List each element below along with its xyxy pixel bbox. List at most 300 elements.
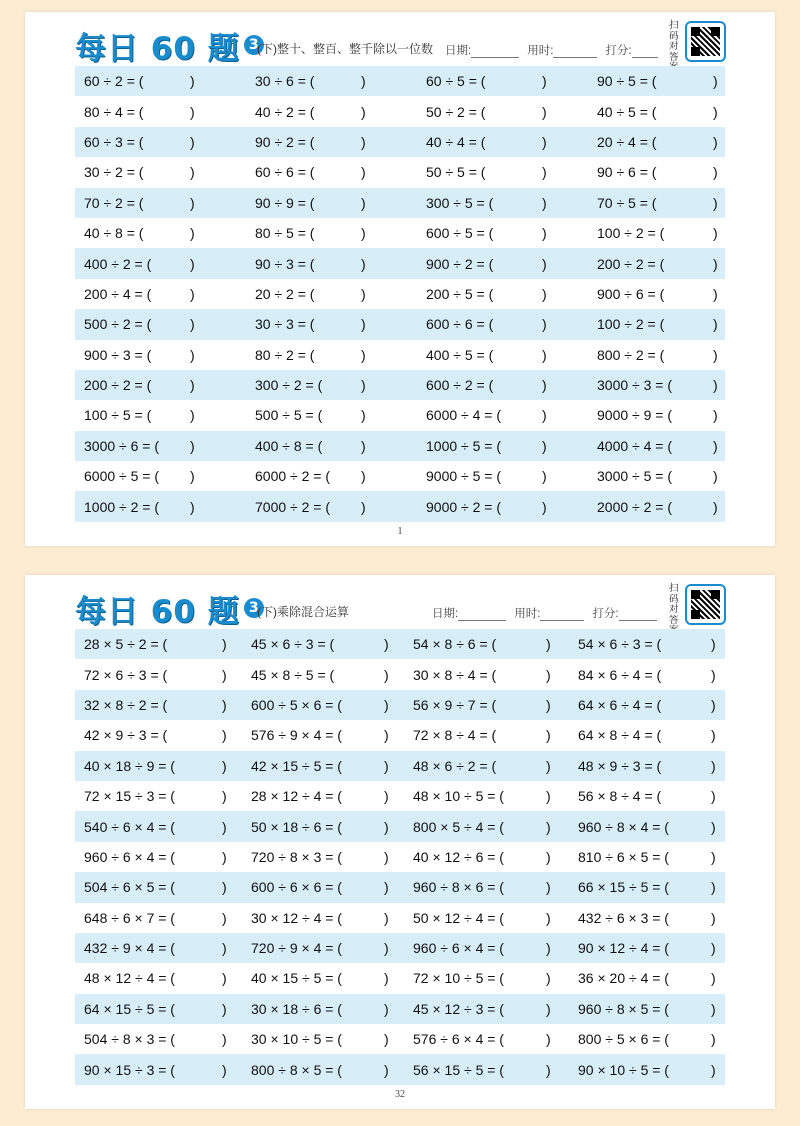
problem-cell[interactable] (242, 659, 404, 689)
problem-cell[interactable] (75, 340, 246, 370)
problem-cell[interactable] (417, 431, 588, 461)
problem-cell[interactable] (75, 751, 242, 781)
problem-expression: 48 × 12 ÷ 4 = ( (84, 970, 175, 987)
problem-cell[interactable] (242, 963, 404, 993)
problem-row (75, 400, 725, 430)
problem-cell[interactable] (75, 994, 242, 1024)
answer-close-paren: ) (711, 666, 716, 683)
answer-close-paren: ) (542, 498, 547, 515)
answer-close-paren: ) (542, 225, 547, 242)
problem-row (75, 279, 725, 309)
answer-close-paren: ) (384, 1031, 389, 1048)
problem-cell[interactable] (404, 720, 569, 750)
problem-cell[interactable] (588, 66, 725, 96)
problem-expression: 28 × 5 ÷ 2 = ( (84, 636, 168, 653)
answer-close-paren: ) (546, 1031, 551, 1048)
problem-cell[interactable] (246, 279, 417, 309)
problem-expression: 80 ÷ 4 = ( (84, 103, 144, 120)
problem-cell[interactable] (569, 690, 725, 720)
problem-cell[interactable] (246, 461, 417, 491)
problem-expression: 30 × 8 ÷ 4 = ( (413, 666, 497, 683)
problem-cell[interactable] (242, 1024, 404, 1054)
problem-expression: 7000 ÷ 2 = ( (255, 498, 331, 515)
problem-expression: 400 ÷ 2 = ( (84, 255, 152, 272)
problem-cell[interactable] (588, 188, 725, 218)
problem-expression: 28 × 12 ÷ 4 = ( (251, 788, 342, 805)
problem-cell[interactable] (75, 491, 246, 521)
problem-cell[interactable] (404, 963, 569, 993)
problem-expression: 64 × 8 ÷ 4 = ( (578, 727, 662, 744)
problem-cell[interactable] (417, 66, 588, 96)
answer-close-paren: ) (222, 636, 227, 653)
problem-cell[interactable] (569, 842, 725, 872)
problem-cell[interactable] (246, 127, 417, 157)
answer-close-paren: ) (222, 848, 227, 865)
worksheet-subtitle: (下)整十、整百、整千除以一位数 (257, 42, 433, 56)
problem-cell[interactable] (75, 933, 242, 963)
time-blank[interactable] (540, 608, 584, 621)
problem-cell[interactable] (417, 400, 588, 430)
problem-expression: 432 ÷ 6 × 3 = ( (578, 909, 669, 926)
problem-expression: 400 ÷ 8 = ( (255, 437, 323, 454)
problem-expression: 3000 ÷ 6 = ( (84, 437, 160, 454)
problem-cell[interactable] (417, 279, 588, 309)
problem-expression: 72 × 6 ÷ 3 = ( (84, 666, 168, 683)
problem-cell[interactable] (588, 340, 725, 370)
problem-expression: 6000 ÷ 5 = ( (84, 468, 160, 485)
problem-expression: 200 ÷ 5 = ( (426, 285, 494, 302)
problem-expression: 6000 ÷ 4 = ( (426, 407, 502, 424)
problem-cell[interactable] (75, 1024, 242, 1054)
problem-cell[interactable] (404, 811, 569, 841)
answer-close-paren: ) (361, 285, 366, 302)
problem-expression: 50 × 18 ÷ 6 = ( (251, 818, 342, 835)
problem-row (75, 431, 725, 461)
answer-close-paren: ) (222, 1000, 227, 1017)
answer-close-paren: ) (542, 164, 547, 181)
answer-close-paren: ) (713, 285, 718, 302)
problem-expression: 540 ÷ 6 × 4 = ( (84, 818, 175, 835)
problem-expression: 45 × 8 ÷ 5 = ( (251, 666, 335, 683)
problem-expression: 84 × 6 ÷ 4 = ( (578, 666, 662, 683)
problem-cell[interactable] (404, 751, 569, 781)
answer-close-paren: ) (713, 437, 718, 454)
problem-expression: 30 ÷ 3 = ( (255, 316, 315, 333)
answer-close-paren: ) (384, 757, 389, 774)
problem-cell[interactable] (75, 400, 246, 430)
answer-close-paren: ) (384, 879, 389, 896)
problem-row (75, 690, 725, 720)
answer-close-paren: ) (222, 1061, 227, 1078)
problem-expression: 40 × 12 ÷ 6 = ( (413, 848, 504, 865)
qr-label: 扫码对答 (669, 20, 679, 63)
problem-expression: 3000 ÷ 5 = ( (597, 468, 673, 485)
problem-cell[interactable] (569, 872, 725, 902)
answer-close-paren: ) (542, 255, 547, 272)
problem-row (75, 994, 725, 1024)
answer-close-paren: ) (546, 818, 551, 835)
problem-cell[interactable] (246, 491, 417, 521)
problem-cell[interactable] (417, 127, 588, 157)
problem-cell[interactable] (417, 309, 588, 339)
problem-expression: 648 ÷ 6 × 7 = ( (84, 909, 175, 926)
problem-cell[interactable] (569, 659, 725, 689)
problem-expression: 50 × 12 ÷ 4 = ( (413, 909, 504, 926)
answer-close-paren: ) (711, 909, 716, 926)
problem-cell[interactable] (404, 933, 569, 963)
problem-cell[interactable] (242, 811, 404, 841)
problem-expression: 80 ÷ 2 = ( (255, 346, 315, 363)
problem-expression: 200 ÷ 2 = ( (84, 377, 152, 394)
answer-close-paren: ) (711, 696, 716, 713)
problem-cell[interactable] (75, 431, 246, 461)
answer-close-paren: ) (222, 970, 227, 987)
answer-close-paren: ) (361, 346, 366, 363)
answer-close-paren: ) (713, 498, 718, 515)
problem-expression: 45 × 6 ÷ 3 = ( (251, 636, 335, 653)
problem-cell[interactable] (75, 690, 242, 720)
problem-expression: 60 ÷ 2 = ( (84, 73, 144, 90)
answer-close-paren: ) (222, 696, 227, 713)
problem-cell[interactable] (242, 720, 404, 750)
problem-cell[interactable] (246, 188, 417, 218)
problem-cell[interactable] (404, 1024, 569, 1054)
answer-close-paren: ) (542, 103, 547, 120)
answer-close-paren: ) (542, 316, 547, 333)
problem-cell[interactable] (246, 157, 417, 187)
problem-expression: 400 ÷ 5 = ( (426, 346, 494, 363)
problem-row (75, 248, 725, 278)
answer-close-paren: ) (713, 133, 718, 150)
problem-cell[interactable] (588, 400, 725, 430)
problem-expression: 600 ÷ 2 = ( (426, 377, 494, 394)
problem-expression: 1000 ÷ 5 = ( (426, 437, 502, 454)
problem-cell[interactable] (588, 461, 725, 491)
problem-expression: 60 ÷ 5 = ( (426, 73, 486, 90)
problem-expression: 56 × 15 ÷ 5 = ( (413, 1061, 504, 1078)
answer-close-paren: ) (713, 468, 718, 485)
score-blank[interactable] (632, 45, 658, 58)
problem-expression: 9000 ÷ 2 = ( (426, 498, 502, 515)
problem-cell[interactable] (75, 66, 246, 96)
problem-cell[interactable] (569, 1054, 725, 1084)
worksheet-title: 每日 60 题 (75, 30, 240, 67)
problem-cell[interactable] (417, 248, 588, 278)
answer-close-paren: ) (711, 1000, 716, 1017)
problem-expression: 66 × 15 ÷ 5 = ( (578, 879, 669, 896)
problem-expression: 100 ÷ 2 = ( (597, 316, 665, 333)
qr-code-icon[interactable] (685, 584, 726, 625)
problem-cell[interactable] (75, 248, 246, 278)
problem-expression: 800 ÷ 5 × 6 = ( (578, 1031, 669, 1048)
answer-close-paren: ) (546, 1061, 551, 1078)
problem-cell[interactable] (417, 340, 588, 370)
problem-cell[interactable] (569, 629, 725, 659)
problem-expression: 300 ÷ 5 = ( (426, 194, 494, 211)
page-number: 32 (395, 1089, 405, 1100)
problem-cell[interactable] (75, 461, 246, 491)
problem-expression: 9000 ÷ 5 = ( (426, 468, 502, 485)
problem-expression: 30 × 18 ÷ 6 = ( (251, 1000, 342, 1017)
problem-expression: 45 × 12 ÷ 3 = ( (413, 1000, 504, 1017)
answer-close-paren: ) (222, 1031, 227, 1048)
problem-cell[interactable] (417, 157, 588, 187)
answer-close-paren: ) (546, 1000, 551, 1017)
answer-close-paren: ) (384, 788, 389, 805)
answer-close-paren: ) (542, 407, 547, 424)
answer-close-paren: ) (546, 970, 551, 987)
problem-grid (75, 66, 725, 522)
problem-cell[interactable] (404, 690, 569, 720)
answer-close-paren: ) (546, 727, 551, 744)
problem-cell[interactable] (588, 157, 725, 187)
problem-expression: 300 ÷ 2 = ( (255, 377, 323, 394)
answer-close-paren: ) (190, 316, 195, 333)
date-blank[interactable] (458, 608, 506, 621)
problem-cell[interactable] (75, 157, 246, 187)
problem-cell[interactable] (404, 872, 569, 902)
answer-close-paren: ) (713, 407, 718, 424)
answer-close-paren: ) (361, 73, 366, 90)
problem-cell[interactable] (75, 629, 242, 659)
problem-expression: 600 ÷ 5 × 6 = ( (251, 696, 342, 713)
problem-row (75, 188, 725, 218)
problem-cell[interactable] (569, 994, 725, 1024)
problem-cell[interactable] (588, 309, 725, 339)
problem-cell[interactable] (242, 751, 404, 781)
problem-expression: 54 × 6 ÷ 3 = ( (578, 636, 662, 653)
problem-row (75, 963, 725, 993)
answer-close-paren: ) (190, 407, 195, 424)
problem-cell[interactable] (75, 872, 242, 902)
answer-close-paren: ) (542, 73, 547, 90)
problem-cell[interactable] (75, 188, 246, 218)
problem-cell[interactable] (75, 279, 246, 309)
problem-cell[interactable] (246, 96, 417, 126)
answer-close-paren: ) (361, 377, 366, 394)
problem-expression: 30 ÷ 2 = ( (84, 164, 144, 181)
problem-cell[interactable] (246, 248, 417, 278)
answer-close-paren: ) (384, 940, 389, 957)
problem-cell[interactable] (404, 903, 569, 933)
problem-cell[interactable] (588, 370, 725, 400)
problem-cell[interactable] (404, 629, 569, 659)
date-blank[interactable] (471, 45, 519, 58)
problem-cell[interactable] (242, 994, 404, 1024)
problem-cell[interactable] (246, 66, 417, 96)
problem-cell[interactable] (404, 842, 569, 872)
problem-cell[interactable] (246, 309, 417, 339)
problem-row (75, 781, 725, 811)
answer-close-paren: ) (713, 73, 718, 90)
answer-close-paren: ) (542, 285, 547, 302)
problem-cell[interactable] (417, 218, 588, 248)
answer-close-paren: ) (190, 468, 195, 485)
problem-row (75, 218, 725, 248)
problem-cell[interactable] (75, 127, 246, 157)
problem-cell[interactable] (569, 751, 725, 781)
answer-close-paren: ) (542, 194, 547, 211)
answer-close-paren: ) (190, 377, 195, 394)
worksheet-title: 每日 60 题 (75, 593, 240, 630)
problem-row (75, 127, 725, 157)
answer-close-paren: ) (713, 255, 718, 272)
problem-cell[interactable] (246, 340, 417, 370)
answer-close-paren: ) (711, 757, 716, 774)
problem-cell[interactable] (246, 370, 417, 400)
problem-expression: 500 ÷ 2 = ( (84, 316, 152, 333)
problem-cell[interactable] (404, 1054, 569, 1084)
problem-expression: 70 ÷ 2 = ( (84, 194, 144, 211)
problem-expression: 3000 ÷ 3 = ( (597, 377, 673, 394)
answer-close-paren: ) (190, 194, 195, 211)
problem-cell[interactable] (569, 720, 725, 750)
problem-cell[interactable] (75, 309, 246, 339)
problem-expression: 54 × 8 ÷ 6 = ( (413, 636, 497, 653)
problem-grid (75, 629, 725, 1085)
problem-cell[interactable] (242, 781, 404, 811)
problem-cell[interactable] (417, 96, 588, 126)
problem-cell[interactable] (588, 431, 725, 461)
problem-cell[interactable] (75, 370, 246, 400)
answer-close-paren: ) (222, 788, 227, 805)
problem-cell[interactable] (588, 218, 725, 248)
problem-expression: 4000 ÷ 4 = ( (597, 437, 673, 454)
problem-expression: 30 × 12 ÷ 4 = ( (251, 909, 342, 926)
answer-close-paren: ) (542, 133, 547, 150)
problem-expression: 90 × 12 ÷ 4 = ( (578, 940, 669, 957)
volume-badge: 3 (244, 35, 264, 55)
problem-expression: 40 × 15 ÷ 5 = ( (251, 970, 342, 987)
problem-expression: 42 × 15 ÷ 5 = ( (251, 757, 342, 774)
problem-expression: 50 ÷ 2 = ( (426, 103, 486, 120)
problem-cell[interactable] (588, 127, 725, 157)
answer-close-paren: ) (711, 636, 716, 653)
problem-row (75, 751, 725, 781)
problem-row (75, 659, 725, 689)
answer-close-paren: ) (713, 103, 718, 120)
problem-cell[interactable] (75, 96, 246, 126)
page-number: 1 (397, 526, 403, 537)
answer-close-paren: ) (222, 818, 227, 835)
problem-row (75, 309, 725, 339)
problem-cell[interactable] (75, 842, 242, 872)
answer-close-paren: ) (546, 788, 551, 805)
problem-cell[interactable] (417, 491, 588, 521)
problem-cell[interactable] (242, 842, 404, 872)
problem-expression: 720 ÷ 8 × 3 = ( (251, 848, 342, 865)
problem-cell[interactable] (242, 629, 404, 659)
problem-cell[interactable] (75, 963, 242, 993)
answer-close-paren: ) (542, 468, 547, 485)
answer-close-paren: ) (384, 1000, 389, 1017)
answer-close-paren: ) (546, 879, 551, 896)
answer-close-paren: ) (711, 1031, 716, 1048)
problem-expression: 30 × 10 ÷ 5 = ( (251, 1031, 342, 1048)
problem-expression: 64 × 6 ÷ 4 = ( (578, 696, 662, 713)
problem-expression: 40 ÷ 2 = ( (255, 103, 315, 120)
problem-cell[interactable] (588, 279, 725, 309)
problem-cell[interactable] (569, 963, 725, 993)
problem-cell[interactable] (588, 248, 725, 278)
problem-cell[interactable] (569, 933, 725, 963)
answer-close-paren: ) (190, 346, 195, 363)
problem-cell[interactable] (569, 903, 725, 933)
problem-cell[interactable] (569, 1024, 725, 1054)
answer-close-paren: ) (222, 909, 227, 926)
problem-expression: 72 × 15 ÷ 3 = ( (84, 788, 175, 805)
problem-cell[interactable] (75, 1054, 242, 1084)
qr-code-icon[interactable] (685, 21, 726, 62)
problem-cell[interactable] (404, 659, 569, 689)
problem-cell[interactable] (242, 933, 404, 963)
score-blank[interactable] (619, 608, 657, 621)
answer-close-paren: ) (713, 164, 718, 181)
score-label: 打分: (592, 608, 619, 620)
answer-close-paren: ) (384, 909, 389, 926)
problem-expression: 600 ÷ 6 = ( (426, 316, 494, 333)
answer-close-paren: ) (711, 848, 716, 865)
problem-cell[interactable] (246, 218, 417, 248)
problem-expression: 2000 ÷ 2 = ( (597, 498, 673, 515)
problem-cell[interactable] (588, 96, 725, 126)
time-blank[interactable] (553, 45, 597, 58)
problem-expression: 960 ÷ 8 × 5 = ( (578, 1000, 669, 1017)
problem-cell[interactable] (569, 781, 725, 811)
problem-cell[interactable] (75, 218, 246, 248)
problem-expression: 20 ÷ 2 = ( (255, 285, 315, 302)
problem-cell[interactable] (75, 659, 242, 689)
problem-cell[interactable] (246, 400, 417, 430)
problem-row (75, 629, 725, 659)
problem-cell[interactable] (242, 872, 404, 902)
problem-cell[interactable] (75, 811, 242, 841)
answer-close-paren: ) (190, 255, 195, 272)
answer-close-paren: ) (711, 818, 716, 835)
problem-expression: 800 ÷ 2 = ( (597, 346, 665, 363)
problem-expression: 576 ÷ 6 × 4 = ( (413, 1031, 504, 1048)
problem-expression: 432 ÷ 9 × 4 = ( (84, 940, 175, 957)
problem-cell[interactable] (404, 781, 569, 811)
problem-expression: 810 ÷ 6 × 5 = ( (578, 848, 669, 865)
problem-cell[interactable] (75, 903, 242, 933)
problem-cell[interactable] (246, 431, 417, 461)
problem-cell[interactable] (404, 994, 569, 1024)
problem-cell[interactable] (75, 720, 242, 750)
problem-cell[interactable] (588, 491, 725, 521)
problem-expression: 60 ÷ 3 = ( (84, 133, 144, 150)
problem-cell[interactable] (417, 370, 588, 400)
worksheet-page-1 (25, 12, 775, 546)
worksheet-subtitle: (下)乘除混合运算 (257, 605, 349, 619)
problem-expression: 960 ÷ 6 × 4 = ( (413, 940, 504, 957)
problem-row (75, 1054, 725, 1084)
answer-close-paren: ) (384, 818, 389, 835)
problem-expression: 72 × 10 ÷ 5 = ( (413, 970, 504, 987)
answer-close-paren: ) (384, 970, 389, 987)
problem-expression: 600 ÷ 5 = ( (426, 225, 494, 242)
problem-cell[interactable] (242, 903, 404, 933)
problem-expression: 960 ÷ 8 × 4 = ( (578, 818, 669, 835)
problem-row (75, 157, 725, 187)
problem-cell[interactable] (417, 188, 588, 218)
problem-cell[interactable] (569, 811, 725, 841)
problem-cell[interactable] (417, 461, 588, 491)
problem-cell[interactable] (242, 690, 404, 720)
problem-cell[interactable] (75, 781, 242, 811)
problem-cell[interactable] (242, 1054, 404, 1084)
problem-row (75, 811, 725, 841)
